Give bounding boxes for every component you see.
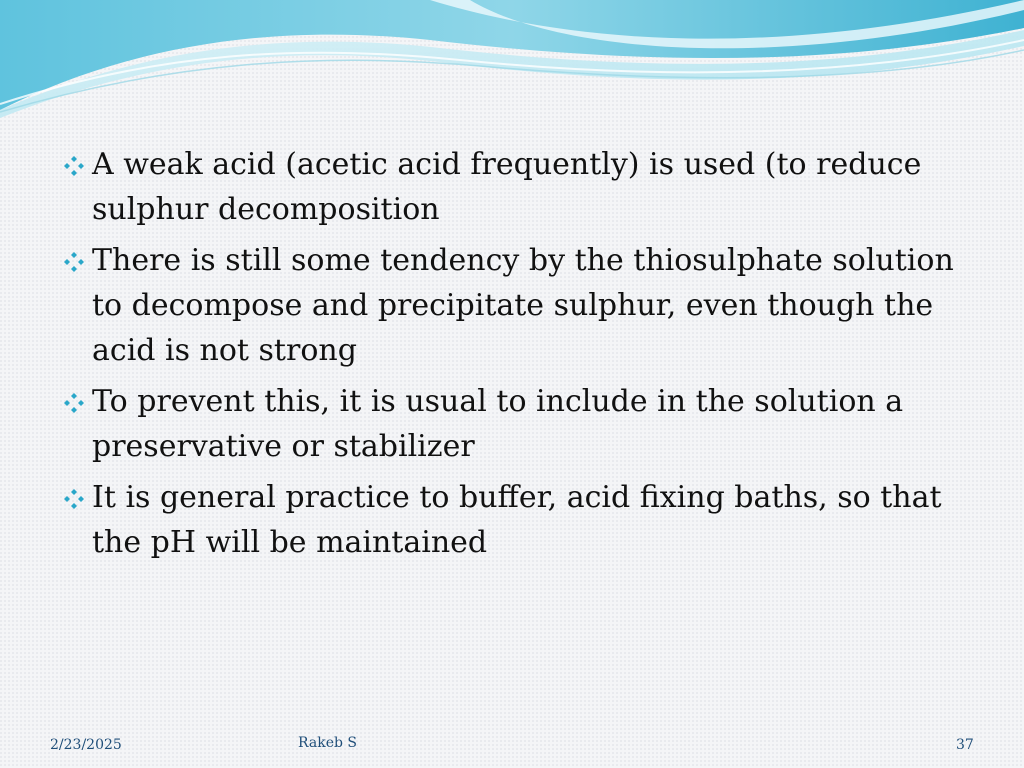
slide-body: [62, 142, 962, 571]
bullet-item: [62, 379, 962, 469]
page-number: 37: [956, 737, 974, 753]
footer-author: Rakeb S: [298, 735, 357, 751]
footer-date: 2/23/2025: [50, 737, 122, 753]
bullet-item: [62, 238, 962, 373]
bullet-text: There is still some tendency by the thiosulphate solution to decompose and precipitate sulphur, even though the acid is not strong: [92, 243, 954, 368]
diamond-bullet-icon: [62, 487, 86, 511]
bullet-text: A weak acid (acetic acid frequently) is used (to reduce sulphur decomposition: [92, 147, 922, 227]
diamond-bullet-icon: [62, 391, 86, 415]
bullet-text: It is general practice to buffer, acid fixing baths, so that the pH will be maintained: [92, 480, 942, 560]
diamond-bullet-icon: [62, 250, 86, 274]
diamond-bullet-icon: [62, 154, 86, 178]
header-wave-decoration: [0, 0, 1024, 120]
bullet-item: [62, 142, 962, 232]
bullet-text: To prevent this, it is usual to include in the solution a preservative or stabilizer: [92, 384, 904, 464]
bullet-item: [62, 475, 962, 565]
